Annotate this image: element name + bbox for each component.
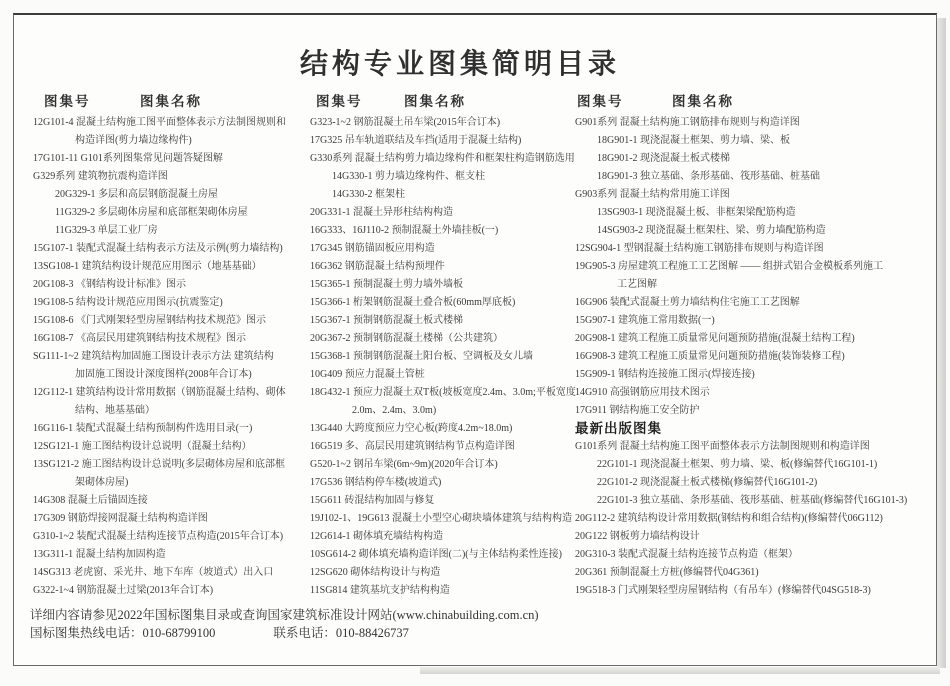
catalog-entry: G101系列 混凝土结构施工图平面整体表示方法制图规则和构造详图 <box>575 441 870 452</box>
catalog-entry: 14G330-2 框架柱 <box>332 189 406 200</box>
catalog-column-left <box>33 114 305 600</box>
catalog-entry: 16G908-3 建筑工程施工质量常见问题预防措施(装饰装修工程) <box>575 351 845 362</box>
catalog-entry: 15G907-1 建筑施工常用数据(一) <box>575 315 715 326</box>
catalog-column-right <box>575 114 935 600</box>
catalog-entry: 2.0m、2.4m、3.0m) <box>352 405 437 416</box>
catalog-entry: G520-1~2 钢吊车梁(6m~9m)(2020年合订本) <box>310 459 498 470</box>
catalog-entry: 15G108-6 《门式刚架轻型房屋钢结构技术规范》图示 <box>33 315 267 326</box>
catalog-entry: 15G368-1 预制钢筋混凝土阳台板、空调板及女儿墙 <box>310 351 534 362</box>
catalog-entry: 20G112-2 建筑结构设计常用数据(钢结构和组合结构)(修编替代06G112) <box>575 513 883 524</box>
catalog-entry: G903系列 混凝土结构常用施工详图 <box>575 189 730 200</box>
catalog-entry: 10G409 预应力混凝土管桩 <box>310 369 425 380</box>
catalog-entry: 16G519 多、高层民用建筑钢结构节点构造详图 <box>310 441 515 452</box>
catalog-entry: 15G367-1 预制钢筋混凝土板式楼梯 <box>310 315 464 326</box>
catalog-entry: 17G309 钢筋焊接网混凝土结构构造详图 <box>33 513 208 524</box>
catalog-entry: 11G329-3 单层工业厂房 <box>55 225 158 236</box>
catalog-entry: 12G112-1 建筑结构设计常用数据（钢筋混凝土结构、砌体 <box>33 387 286 398</box>
catalog-entry: 16G906 装配式混凝土剪力墙结构住宅施工工艺图解 <box>575 297 800 308</box>
footer-note: 详细内容请参见2022年国标图集目录或查询国家建筑标准设计网站(www.chinabuilding.com.cn) <box>30 608 539 622</box>
footer-phones <box>30 624 539 642</box>
section-heading: 最新出版图集 <box>575 421 662 436</box>
catalog-entry: 22G101-2 现浇混凝土板式楼梯(修编替代16G101-2) <box>597 477 818 488</box>
catalog-entry: G322-1~4 钢筋混凝土过梁(2013年合订本) <box>33 585 214 596</box>
catalog-entry: G901系列 混凝土结构施工钢筋排布规则与构造详图 <box>575 117 800 128</box>
footer-hotline: 国标图集热线电话：010-68799100 <box>30 626 216 640</box>
page-footer <box>30 606 539 642</box>
catalog-entry: 20G122 钢板剪力墙结构设计 <box>575 531 700 542</box>
catalog-entry: 14G330-1 剪力墙边缘构件、框支柱 <box>332 171 486 182</box>
catalog-entry: 14G308 混凝土后锚固连接 <box>33 495 148 506</box>
catalog-entry: 工艺图解 <box>617 279 657 290</box>
catalog-entry: 18G901-2 现浇混凝土板式楼梯 <box>597 153 731 164</box>
catalog-entry: 10SG614-2 砌体填充墙构造详图(二)(与主体结构柔性连接) <box>310 549 562 560</box>
catalog-entry: 18G901-1 现浇混凝土框架、剪力墙、梁、板 <box>597 135 791 146</box>
column1-header-name: 图集名称 <box>140 94 202 109</box>
catalog-entry: 12SG121-1 施工图结构设计总说明（混凝土结构） <box>33 441 252 452</box>
catalog-entry: 19G905-3 房屋建筑工程施工工艺图解 —— 组拼式铝合金模板系列施工 <box>575 261 884 272</box>
catalog-entry: 16G333、16J110-2 预制混凝土外墙挂板(一) <box>310 225 499 236</box>
catalog-entry: 16G116-1 装配式混凝土结构预制构件选用目录(一) <box>33 423 253 434</box>
catalog-entry: 20G908-1 建筑工程施工质量常见问题预防措施(混凝土结构工程) <box>575 333 855 344</box>
catalog-entry: 15G909-1 钢结构连接施工图示(焊接连接) <box>575 369 755 380</box>
catalog-entry: SG111-1~2 建筑结构加固施工图设计表示方法 建筑结构 <box>33 351 274 362</box>
footer-contact: 联系电话：010-88426737 <box>273 626 409 640</box>
catalog-entry: 12SG620 砌体结构设计与构造 <box>310 567 441 578</box>
catalog-entry: G329系列 建筑物抗震构造详图 <box>33 171 168 182</box>
catalog-entry: 17G325 吊车轨道联结及车挡(适用于混凝土结构) <box>310 135 522 146</box>
catalog-entry: 22G101-1 现浇混凝土框架、剪力墙、梁、板(修编替代16G101-1) <box>597 459 878 470</box>
catalog-entry: 12SG904-1 型钢混凝土结构施工钢筋排布规则与构造详图 <box>575 243 824 254</box>
catalog-entry: 14SG313 老虎窗、采光井、地下车库（坡道式）出入口 <box>33 567 274 578</box>
catalog-entry: 加固施工图设计深度图样(2008年合订本) <box>75 369 252 380</box>
catalog-entry: 20G367-2 预制钢筋混凝土楼梯（公共建筑） <box>310 333 504 344</box>
catalog-entry: 13G311-1 混凝土结构加固构造 <box>33 549 166 560</box>
catalog-entry: 19J102-1、19G613 混凝土小型空心砌块墙体建筑与结构构造 <box>310 513 572 524</box>
catalog-entry: 12G101-4 混凝土结构施工图平面整体表示方法制图规则和 <box>33 117 287 128</box>
catalog-entry: 15G365-1 预制混凝土剪力墙外墙板 <box>310 279 464 290</box>
catalog-entry: 14SG903-2 现浇混凝土框架柱、梁、剪力墙配筋构造 <box>597 225 826 236</box>
catalog-entry: 13SG903-1 现浇混凝土板、非框架梁配筋构造 <box>597 207 796 218</box>
column3-header-code: 图集号 <box>577 94 624 109</box>
catalog-entry: 11G329-2 多层砌体房屋和底部框架砌体房屋 <box>55 207 248 218</box>
column2-header-name: 图集名称 <box>404 94 466 109</box>
scan-shadow-right <box>937 18 946 668</box>
catalog-entry: 15G611 砖混结构加固与修复 <box>310 495 435 506</box>
catalog-entry: 17G536 钢结构停车楼(坡道式) <box>310 477 442 488</box>
catalog-entry: 15G366-1 桁架钢筋混凝土叠合板(60mm厚底板) <box>310 297 516 308</box>
catalog-column-middle <box>310 114 576 600</box>
catalog-entry: 20G329-1 多层和高层钢筋混凝土房屋 <box>55 189 219 200</box>
catalog-entry: 13SG108-1 建筑结构设计规范应用图示（地基基础） <box>33 261 262 272</box>
catalog-entry: 19G108-5 结构设计规范应用图示(抗震鉴定) <box>33 297 223 308</box>
catalog-entry: 18G901-3 独立基础、条形基础、筏形基础、桩基础 <box>597 171 821 182</box>
catalog-entry: 11SG814 建筑基坑支护结构构造 <box>310 585 450 596</box>
catalog-entry: G330系列 混凝土结构剪力墙边缘构件和框架柱构造钢筋选用 <box>310 153 575 164</box>
catalog-entry: 19G518-3 门式刚架轻型房屋钢结构（有吊车）(修编替代04SG518-3) <box>575 585 871 596</box>
catalog-entry: 20G361 预制混凝土方桩(修编替代04G361) <box>575 567 759 578</box>
column2-header-code: 图集号 <box>316 94 363 109</box>
column1-header-code: 图集号 <box>44 94 91 109</box>
catalog-entry: 12G614-1 砌体填充墙结构构造 <box>310 531 444 542</box>
document-title: 结构专业图集简明目录 <box>299 49 620 80</box>
catalog-entry: 20G331-1 混凝土异形柱结构构造 <box>310 207 454 218</box>
catalog-entry: 17G101-11 G101系列图集常见问题答疑图解 <box>33 153 223 164</box>
catalog-entry: G310-1~2 装配式混凝土结构连接节点构造(2015年合订本) <box>33 531 284 542</box>
catalog-entry: 构造详图(剪力墙边缘构件) <box>75 135 192 146</box>
catalog-entry: 18G432-1 预应力混凝土双T板(坡板宽度2.4m、3.0m;平板宽度 <box>310 387 576 398</box>
catalog-entry: 13SG121-2 施工图结构设计总说明(多层砌体房屋和底部框 <box>33 459 285 470</box>
catalog-entry: 13G440 大跨度预应力空心板(跨度4.2m~18.0m) <box>310 423 513 434</box>
catalog-entry: 17G911 钢结构施工安全防护 <box>575 405 700 416</box>
catalog-entry: 结构、地基基础） <box>75 405 155 416</box>
catalog-entry: 15G107-1 装配式混凝土结构表示方法及示例(剪力墙结构) <box>33 243 283 254</box>
column3-header-name: 图集名称 <box>672 94 734 109</box>
catalog-entry: 22G101-3 独立基础、条形基础、筏形基础、桩基础(修编替代16G101-3) <box>597 495 908 506</box>
catalog-entry: 16G362 钢筋混凝土结构预埋件 <box>310 261 445 272</box>
catalog-entry: 14G910 高强钢筋应用技术图示 <box>575 387 710 398</box>
catalog-entry: 20G310-3 装配式混凝土结构连接节点构造（框架） <box>575 549 799 560</box>
scan-shadow-bottom <box>420 667 940 674</box>
catalog-entry: 16G108-7 《高层民用建筑钢结构技术规程》图示 <box>33 333 247 344</box>
catalog-entry: G323-1~2 钢筋混凝土吊车梁(2015年合订本) <box>310 117 501 128</box>
catalog-entry: 20G108-3 《钢结构设计标准》图示 <box>33 279 187 290</box>
catalog-entry: 架砌体房屋) <box>75 477 129 488</box>
catalog-entry: 17G345 钢筋锚固板应用构造 <box>310 243 435 254</box>
